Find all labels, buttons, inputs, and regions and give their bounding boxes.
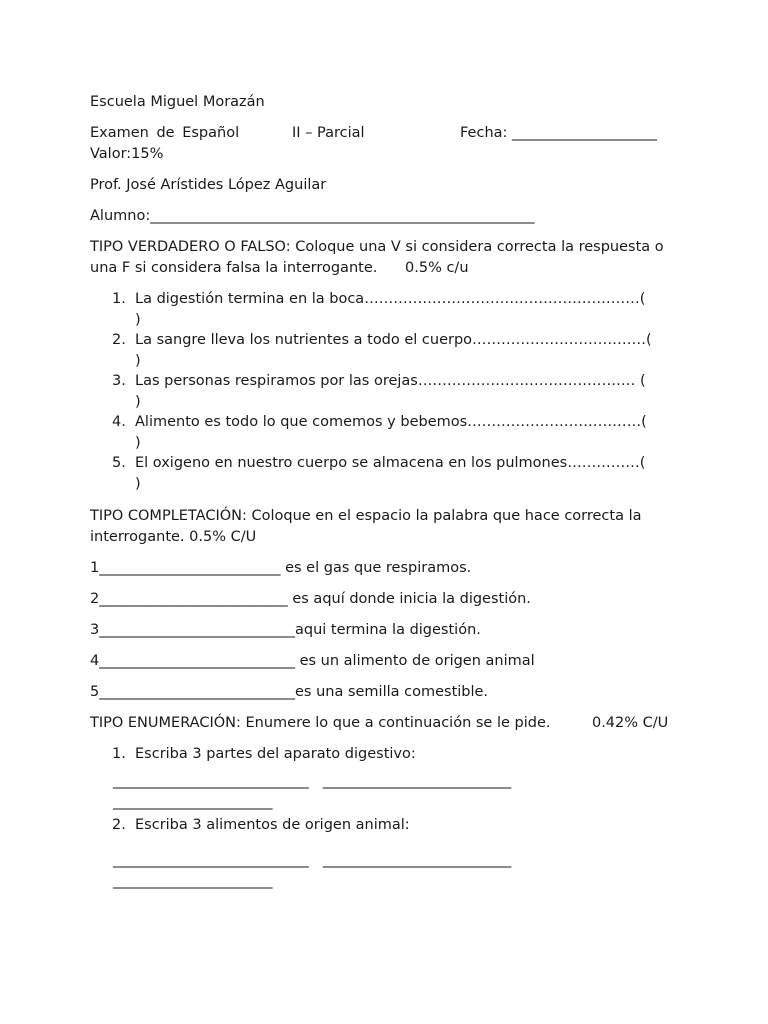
date-label: Fecha: — [460, 125, 508, 141]
answer-blank: __________________________ — [322, 852, 512, 868]
answer-blank: _________________________ — [99, 560, 281, 576]
item-text: Alimento es todo lo que comemos y bebemos………………………………( — [135, 414, 647, 430]
completion-item — [90, 651, 682, 672]
item-number: 3. — [112, 373, 126, 389]
exam-document — [90, 92, 682, 892]
item-text: La digestión termina en la boca…………………………………………………( — [135, 291, 646, 307]
teacher-name: Prof. José Arístides López Aguilar — [90, 177, 327, 193]
item-number: 1. — [112, 746, 126, 762]
item-text: La sangre lleva los nutrientes a todo el cuerpo………………………………( — [135, 332, 652, 348]
answer-blank: ___________________________ — [113, 773, 309, 789]
item-text: Las personas respiramos por las orejas……………………………………… ( — [135, 373, 646, 389]
item-text: Escriba 3 partes del aparato digestivo: — [135, 746, 416, 762]
true-false-text: TIPO VERDADERO O FALSO: Coloque una V si considera correcta la respuesta o una F si considera falsa la interrogante. — [90, 239, 664, 276]
item-number: 2. — [112, 817, 126, 833]
exam-partial: II – Parcial — [292, 125, 365, 141]
completion-item — [90, 620, 682, 641]
item-close: ) — [135, 393, 141, 410]
completion-item — [90, 558, 682, 579]
answer-blank: __________________________ — [99, 591, 288, 607]
item-text: es aquí donde inicia la digestión. — [287, 591, 531, 607]
item-text: El oxigeno en nuestro cuerpo se almacena en los pulmones……………( — [135, 455, 646, 471]
true-false-instructions — [90, 237, 682, 279]
list-item — [90, 371, 682, 412]
item-number: 2 — [90, 591, 100, 607]
student-label: Alumno: — [90, 208, 151, 224]
student-blank: _____________________________________________________ — [150, 208, 535, 224]
item-close: ) — [135, 475, 141, 492]
item-number: 1 — [90, 560, 100, 576]
completion-item — [90, 682, 682, 703]
answer-blank-row — [113, 771, 682, 792]
item-number: 5 — [90, 684, 100, 700]
item-close: ) — [135, 434, 141, 451]
list-item — [90, 289, 682, 330]
enumeration-instructions — [90, 713, 682, 734]
exam-value: Valor:15% — [90, 146, 164, 162]
item-number: 4. — [112, 414, 126, 430]
list-item — [90, 330, 682, 371]
list-item — [90, 412, 682, 453]
list-item — [90, 453, 682, 494]
item-text: es un alimento de origen animal — [294, 653, 535, 669]
date-field — [460, 123, 657, 144]
list-item — [90, 815, 682, 892]
item-number: 1. — [112, 291, 126, 307]
completion-item — [90, 589, 682, 610]
answer-blank: ______________________ — [113, 873, 273, 889]
true-false-value: 0.5% c/u — [405, 260, 469, 276]
item-text: es una semilla comestible. — [294, 684, 489, 700]
item-number: 3 — [90, 622, 100, 638]
enumeration-value: 0.42% C/U — [591, 715, 669, 731]
item-close: ) — [135, 311, 141, 328]
answer-blank: ___________________________ — [99, 684, 295, 700]
true-false-list — [90, 289, 682, 494]
answer-blank: __________________________ — [322, 773, 512, 789]
item-text: aqui termina la digestión. — [294, 622, 481, 638]
exam-header-row — [90, 123, 682, 144]
school-name: Escuela Miguel Morazán — [90, 94, 265, 110]
item-close: ) — [135, 352, 141, 369]
item-text: es el gas que respiramos. — [280, 560, 472, 576]
answer-blank: ___________________________ — [113, 852, 309, 868]
answer-blank: ___________________________ — [99, 653, 295, 669]
exam-subject: Examen de Español — [90, 125, 240, 141]
date-blank: ____________________ — [512, 125, 658, 141]
item-number: 4 — [90, 653, 100, 669]
completion-instructions: TIPO COMPLETACIÓN: Coloque en el espacio la palabra que hace correcta la interrogante. 0.5% C/U — [90, 508, 642, 545]
list-item — [90, 744, 682, 813]
item-number: 2. — [112, 332, 126, 348]
item-text: Escriba 3 alimentos de origen animal: — [135, 817, 410, 833]
answer-blank-row — [113, 850, 682, 871]
enumeration-text: TIPO ENUMERACIÓN: Enumere lo que a continuación se le pide. — [90, 715, 551, 731]
enumeration-list — [90, 744, 682, 892]
student-field — [90, 206, 682, 227]
item-number: 5. — [112, 455, 126, 471]
answer-blank: ______________________ — [113, 794, 273, 810]
answer-blank: ___________________________ — [99, 622, 295, 638]
